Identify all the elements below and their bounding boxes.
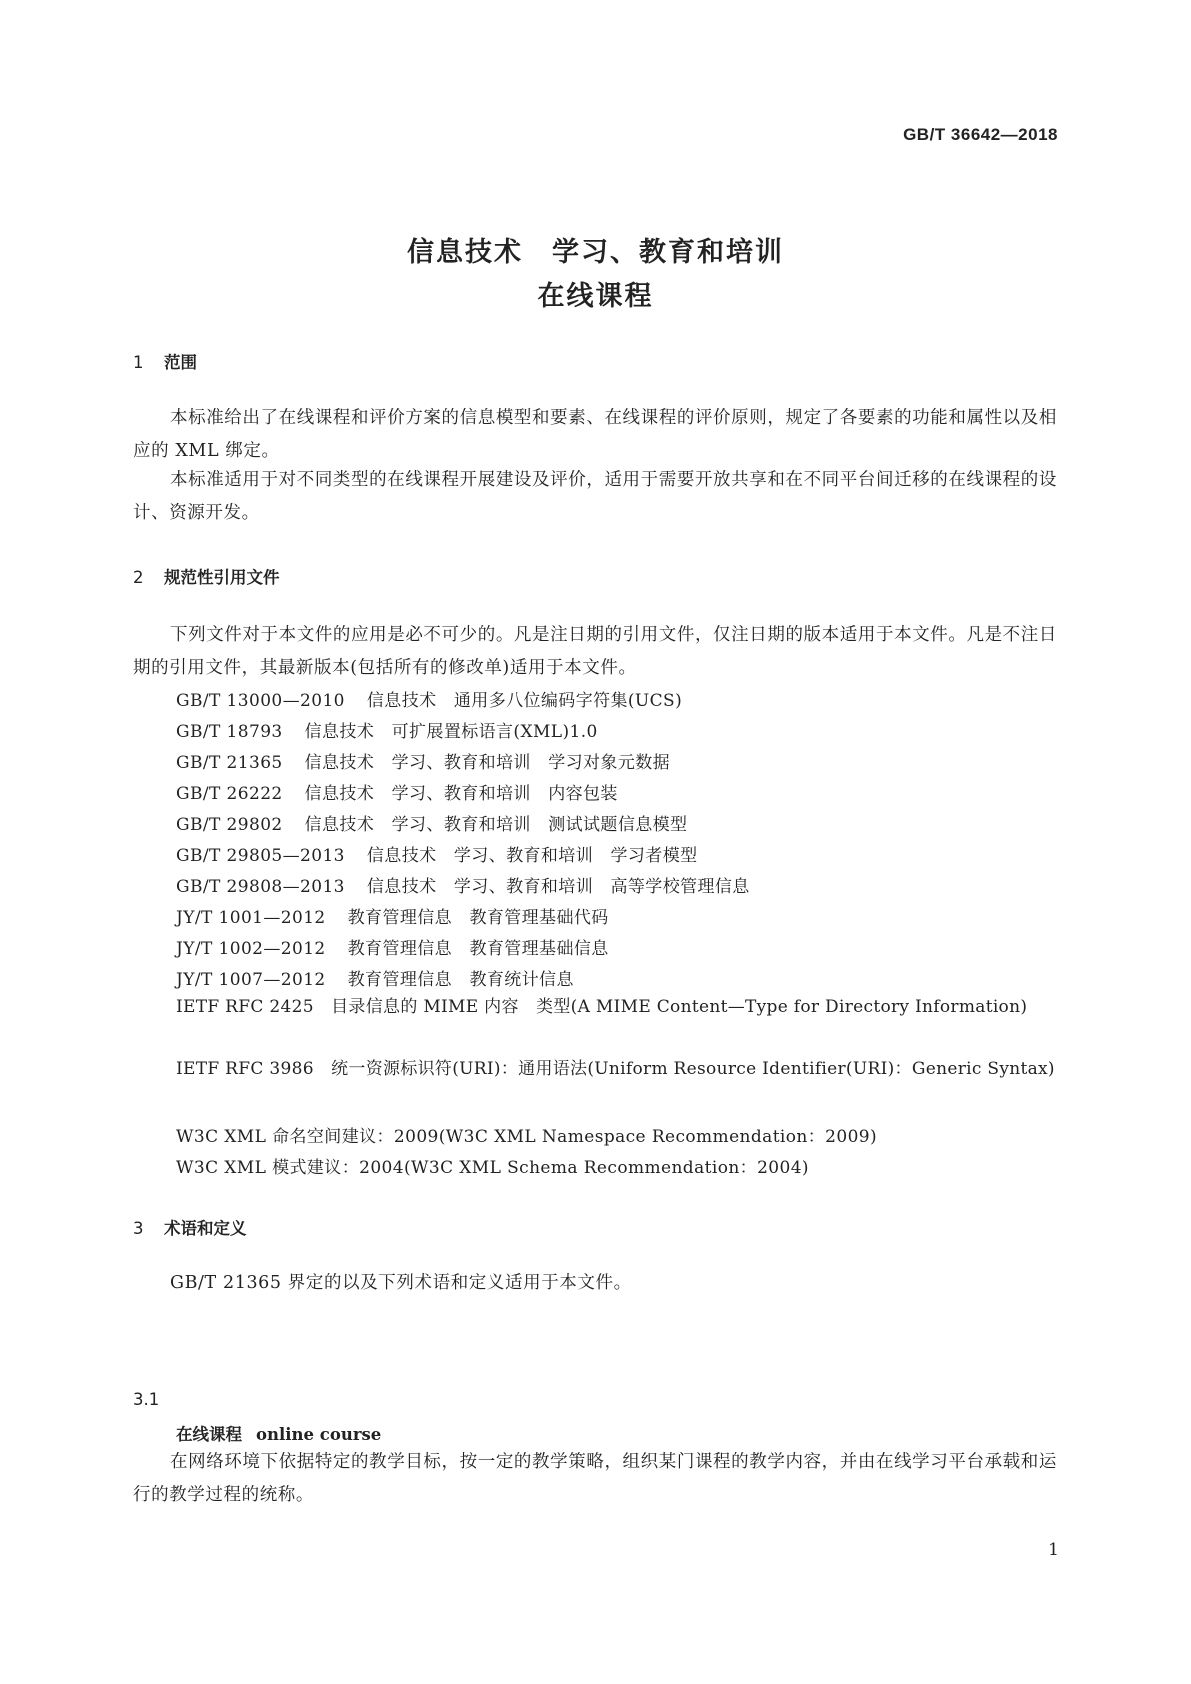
scope-paragraph-1: 本标准给出了在线课程和评价方案的信息模型和要素、在线课程的评价原则，规定了各要素的功能和属性以及相应的 XML 绑定。 bbox=[133, 408, 1057, 461]
references-intro: 下列文件对于本文件的应用是必不可少的。凡是注日期的引用文件，仅注日期的版本适用于本文件。凡是不注日期的引用文件，其最新版本(包括所有的修改单)适用于本文件。 bbox=[133, 625, 1057, 678]
section-title: 范围 bbox=[164, 353, 197, 372]
reference-code: GB/T 29808—2013 bbox=[176, 877, 345, 897]
section-number: 3 bbox=[133, 1219, 144, 1238]
section-title: 规范性引用文件 bbox=[164, 568, 280, 587]
reference-item bbox=[176, 686, 682, 711]
term-heading bbox=[176, 1421, 381, 1445]
section-number: 2 bbox=[133, 568, 144, 587]
reference-title: 信息技术 学习、教育和培训 高等学校管理信息 bbox=[366, 877, 750, 897]
terms-intro: GB/T 21365 界定的以及下列术语和定义适用于本文件。 bbox=[170, 1273, 632, 1293]
term-name-en: online course bbox=[256, 1425, 382, 1444]
reference-code: GB/T 29802 bbox=[176, 815, 283, 835]
reference-item-rfc3986: IETF RFC 3986 统一资源标识符(URI)：通用语法(Uniform Resource Identifier(URI)：Generic Syntax) bbox=[176, 1059, 1055, 1079]
section-1-heading bbox=[133, 349, 197, 373]
term-name-cn: 在线课程 bbox=[176, 1425, 242, 1444]
reference-title: 教育管理信息 教育管理基础代码 bbox=[347, 908, 609, 928]
reference-title: 信息技术 通用多八位编码字符集(UCS) bbox=[366, 691, 683, 711]
reference-code: JY/T 1007—2012 bbox=[176, 970, 326, 990]
term-number: 3.1 bbox=[133, 1390, 160, 1409]
document-title-line2: 在线课程 bbox=[537, 281, 654, 312]
reference-item bbox=[176, 841, 698, 866]
reference-title: 信息技术 可扩展置标语言(XML)1.0 bbox=[304, 722, 598, 742]
document-title-line1: 信息技术 学习、教育和培训 bbox=[407, 237, 784, 268]
reference-item-rfc2425: IETF RFC 2425 目录信息的 MIME 内容 类型(A MIME Content—Type for Directory Information) bbox=[176, 997, 1028, 1017]
reference-item bbox=[176, 903, 609, 928]
reference-title: 信息技术 学习、教育和培训 学习者模型 bbox=[366, 846, 698, 866]
section-3-heading bbox=[133, 1215, 247, 1239]
reference-item bbox=[176, 717, 598, 742]
section-title: 术语和定义 bbox=[164, 1219, 247, 1238]
standard-code: GB/T 36642—2018 bbox=[903, 125, 1058, 144]
reference-code: GB/T 13000—2010 bbox=[176, 691, 345, 711]
reference-item bbox=[176, 779, 618, 804]
reference-item-w3c-schema: W3C XML 模式建议：2004(W3C XML Schema Recommendation：2004) bbox=[176, 1158, 809, 1178]
reference-code: GB/T 29805—2013 bbox=[176, 846, 345, 866]
term-definition: 在网络环境下依据特定的教学目标，按一定的教学策略，组织某门课程的教学内容，并由在线学习平台承载和运行的教学过程的统称。 bbox=[133, 1452, 1057, 1505]
reference-title: 教育管理信息 教育管理基础信息 bbox=[347, 939, 609, 959]
reference-title: 信息技术 学习、教育和培训 内容包装 bbox=[304, 784, 618, 804]
reference-title: 信息技术 学习、教育和培训 学习对象元数据 bbox=[304, 753, 671, 773]
reference-title: 教育管理信息 教育统计信息 bbox=[347, 970, 574, 990]
reference-code: GB/T 26222 bbox=[176, 784, 283, 804]
reference-item bbox=[176, 748, 670, 773]
reference-title: 信息技术 学习、教育和培训 测试试题信息模型 bbox=[304, 815, 688, 835]
page-number: 1 bbox=[1048, 1540, 1059, 1560]
reference-item bbox=[176, 965, 574, 990]
reference-code: GB/T 18793 bbox=[176, 722, 283, 742]
scope-paragraph-2: 本标准适用于对不同类型的在线课程开展建设及评价，适用于需要开放共享和在不同平台间迁移的在线课程的设计、资源开发。 bbox=[133, 470, 1057, 523]
reference-item bbox=[176, 872, 750, 897]
reference-code: JY/T 1001—2012 bbox=[176, 908, 326, 928]
section-2-heading bbox=[133, 564, 280, 588]
reference-item bbox=[176, 934, 609, 959]
reference-item bbox=[176, 810, 687, 835]
section-number: 1 bbox=[133, 353, 144, 372]
reference-code: GB/T 21365 bbox=[176, 753, 283, 773]
reference-code: JY/T 1002—2012 bbox=[176, 939, 326, 959]
reference-item-w3c-namespace: W3C XML 命名空间建议：2009(W3C XML Namespace Recommendation：2009) bbox=[176, 1127, 878, 1147]
